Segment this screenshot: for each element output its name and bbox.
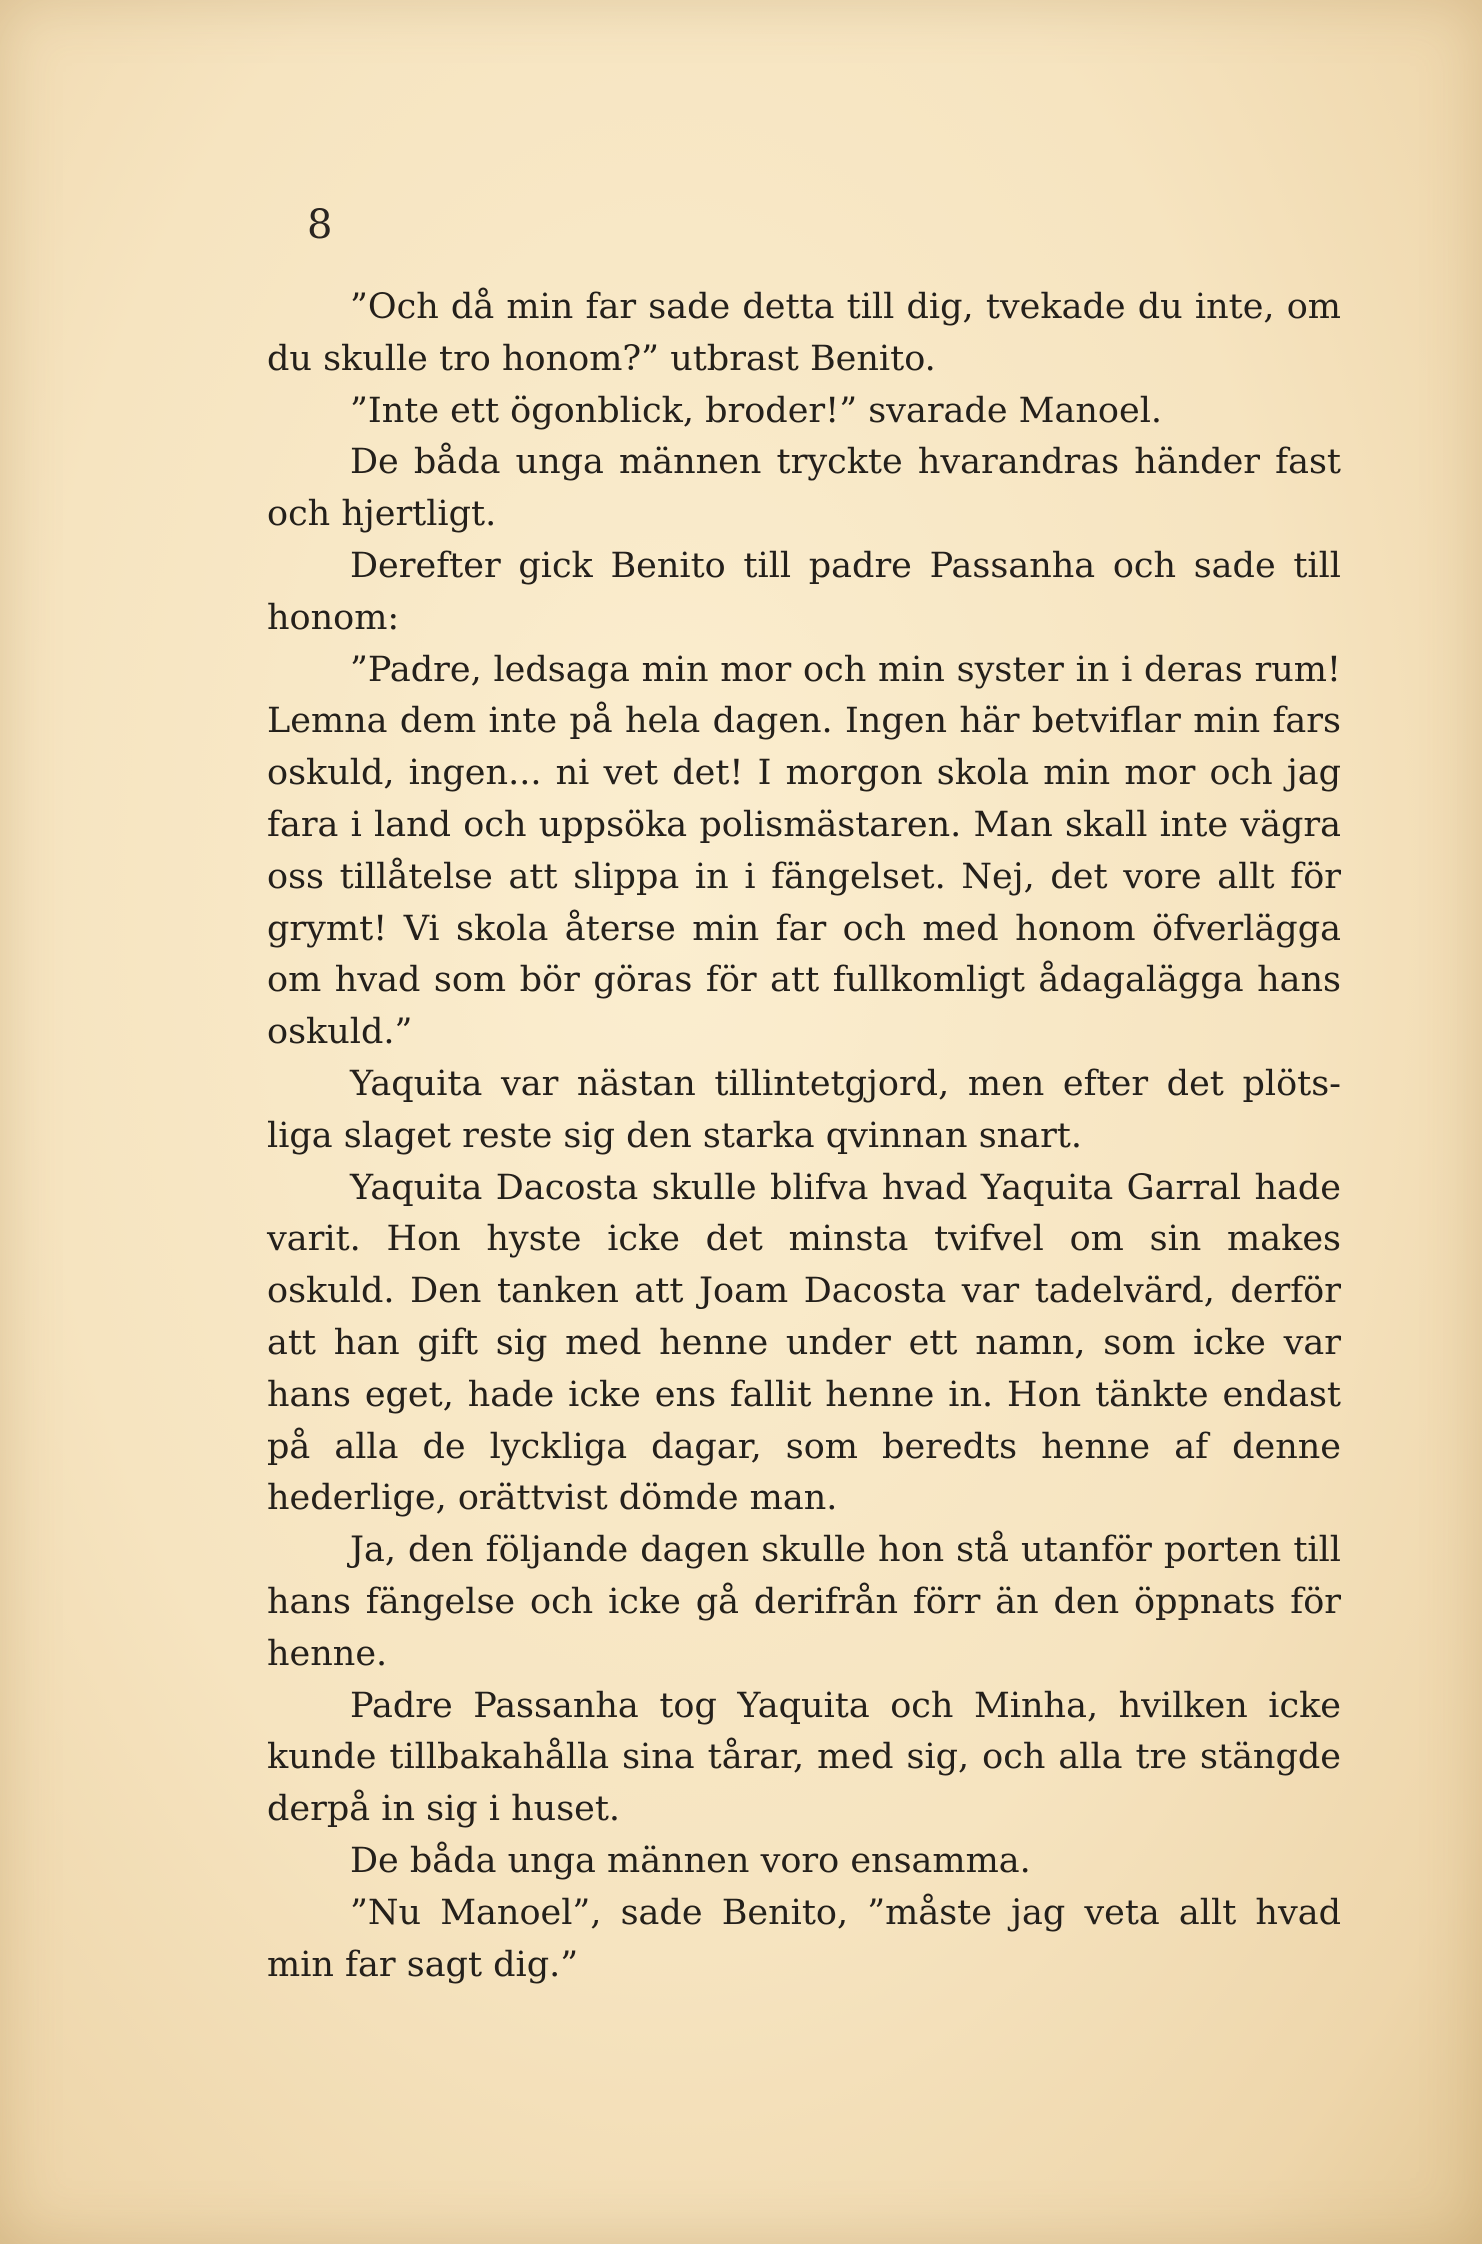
paragraph: De båda unga männen tryckte hvarandras händer fast och hjertligt. xyxy=(267,442,1341,535)
paragraph: Padre Passanha tog Yaquita och Minha, hvilken icke kunde tillbakahålla sina tårar, med sig, och alla tre stängde derpå in sig i huset. xyxy=(267,1685,1341,1830)
paragraph: ”Padre, ledsaga min mor och min syster in i deras rum! Lemna dem inte på hela dagen. Ingen här betviflar min fars oskuld, ingen... ni vet det! I morgon skola min mor och jag fara i land och uppsöka polismästaren. Man skall inte vägra oss tillåtelse att slippa in i fängelset. Nej, det vore allt för grymt! Vi skola återse min far och med honom öfverlägga om hvad som bör göras för att fullkomligt ådagalägga hans oskuld.” xyxy=(267,649,1341,1053)
paragraph: ”Nu Manoel”, sade Benito, ”måste jag veta allt hvad min far sagt dig.” xyxy=(267,1892,1341,1985)
paragraph: Yaquita Dacosta skulle blifva hvad Yaquita Garral hade varit. Hon hyste icke det minsta tvifvel om sin makes oskuld. Den tanken att Joam Dacosta var tadelvärd, derför att han gift sig med henne under ett namn, som icke var hans eget, hade icke ens fallit henne in. Hon tänkte endast på alla de lyckliga dagar, som beredts henne af denne hederlige, orättvist dömde man. xyxy=(267,1167,1341,1519)
body-text xyxy=(267,282,1341,1991)
paragraph: De båda unga männen voro ensamma. xyxy=(350,1840,1031,1881)
paragraph: Derefter gick Benito till padre Passanha och sade till honom: xyxy=(267,545,1341,638)
page-number: 8 xyxy=(307,202,333,248)
paragraph: Ja, den följande dagen skulle hon stå utanför porten till hans fängelse och icke gå derifrån förr än den öppnats för henne. xyxy=(267,1530,1341,1674)
paragraph: Yaquita var nästan tillintetgjord, men efter det plötsliga slaget reste sig den starka qvinnan snart. xyxy=(267,1063,1341,1156)
paragraph: ”Och då min far sade detta till dig, tvekade du inte, om du skulle tro honom?” utbrast Benito. xyxy=(267,287,1341,379)
paragraph: ”Inte ett ögonblick, broder!” svarade Manoel. xyxy=(350,390,1163,431)
